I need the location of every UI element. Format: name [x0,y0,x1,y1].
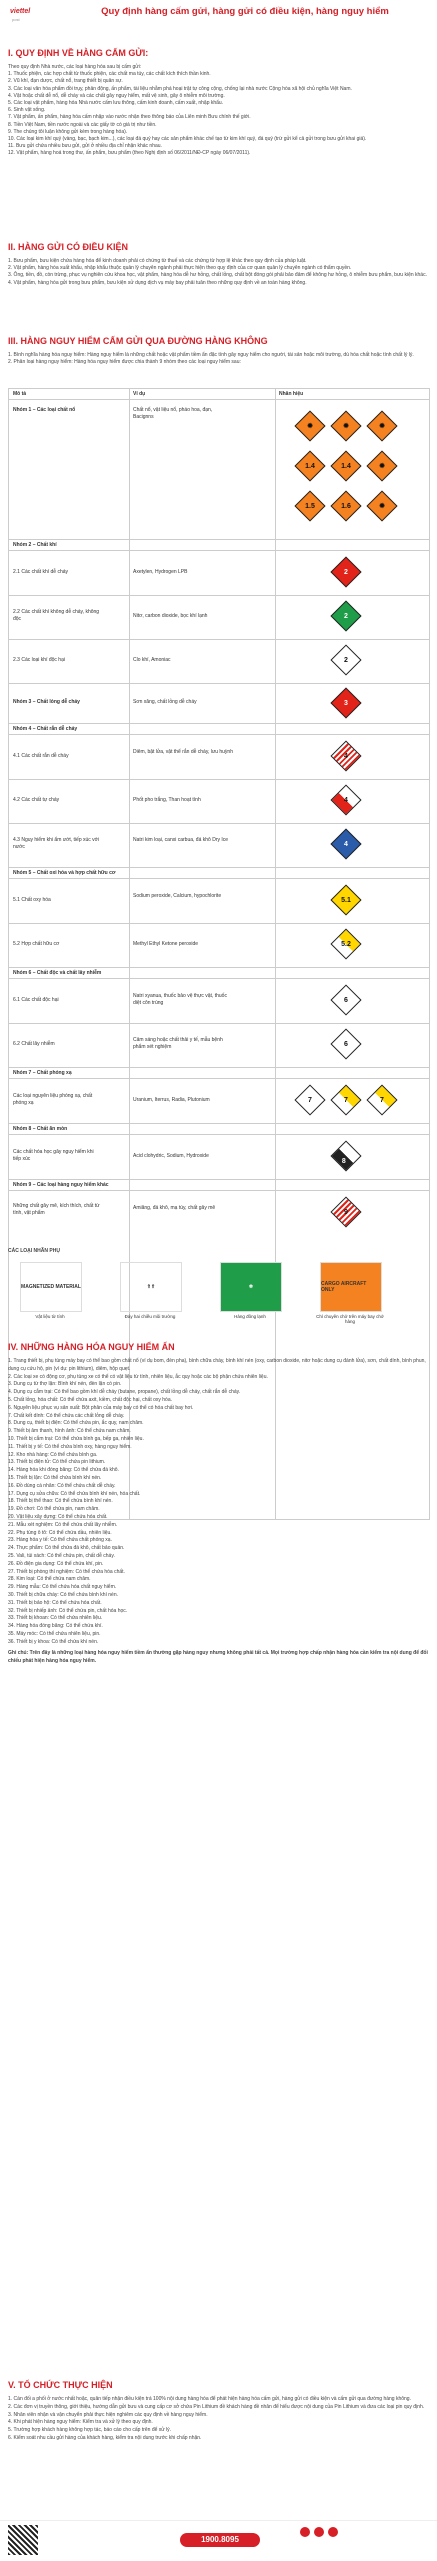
explosive-icon: ✹ [294,410,325,441]
flammable-solid-icon: 4 [330,740,361,771]
section-2-body: 1. Bưu phẩm, bưu kiện chứa hàng hóa để kinh doanh phải có chứng từ thuế và các chứng từ hợp lệ khác theo quy định của pháp luật. 2. Vật phẩm, hàng hóa xuất khẩu, nhập khẩu thuộc quản lý chuyên ngành phải thực hiện theo quy định của cơ quan quản lý chuyên ngành có thẩm quyền. 3. Ông, tiền, đồ, còn trừng, phục vụ nghiên cứu khoa học, vật phẩm, hàng hóa dễ hư hỏng, chất lỏng, chất bột đóng gói phải bảo đảm để không hư hỏng, ô nhiễm bưu phẩm, bưu kiện khác. 4. Vật phẩm, hàng hóa gửi trong bưu phẩm, bưu kiện sử dụng dịch vụ máy bay phải tuân theo những quy định về an toàn hàng không. [8,258,427,286]
radioactive-icon: 7 [294,1084,325,1115]
explosive-icon: ✹ [366,450,397,481]
group-title: Nhóm 4 – Chất rắn dễ cháy [9,723,429,735]
group-title: Nhóm 2 – Chất khí [9,539,429,551]
magnetized-label-icon: MAGNETIZED MATERIAL [20,1262,82,1312]
section-4-body: 1. Trang thiết bị, phụ tùng máy bay có thể bao gồm chất nổ (ví dụ bom, đèn pha), bình chữa cháy, bình khí nén (oxy, carbon dioxide, nitơ hoặc dung cụ đánh lửa), sơn, chất dính, bình phun, dung cụ cứu hộ, pin (ví dụ: pin lithium), diêm, hộp quẹt. 2. Các loại xe có động cơ, phụ tùng xe có thể có vật liệu từ tính, nhiên liệu, ắc quy hoặc các bộ phận chứa nhiên liệu. 3. Dung cụ từ thợ lặn: Bình khí nén, đèn lặn có pin. 4. Dụng cụ cắm trại: Có thể bao gồm khí dễ cháy (butane, propane), chất lỏng dễ cháy, chất rắn dễ cháy. 5. Chất lỏng, hóa chất: Có thể chứa axit, kiềm, chất độc hại, chất oxy hóa. 6. Nguyên liệu phục vụ sản xuất: Bột phân của máy bay có thể có hóa chất bay hơi. 7. Chất kết dính: Có thể chứa các chất lỏng dễ cháy. 8. Dung cụ, thiết bị điện: Có thể chứa pin, ắc quy, nam châm. 9. Thiết bị âm thanh, hình ảnh: Có thể chứa nam châm. 10. Thiết bị cắm trại: Có thể chứa bình ga, bếp ga, nhiên liệu. 11. Thiết bị y tế: Có thể chứa bình oxy, hàng nguy hiểm. 12. Kho nhà hàng: Có thể chứa bình ga. 13. Thiết bị điện tử: Có thể chứa pin lithium. 14. Hàng hóa khi đóng băng: Có thể chứa đá khô. 15. Thiết bị lặn: Có thể chứa bình khí nén. 16. Đồ dùng cá nhân: Có thể chứa chất dễ cháy. 17. Dụng cụ sửa chữa: Có thể chứa bình khí nén, hóa chất. 18. Thiết bị thể thao: Có thể chứa bình khí nén. 19. Đồ chơi: Có thể chứa pin, nam châm. 20. Vật liệu xây dựng: Có thể chứa hóa chất. 21. Mẫu xét nghiệm: Có thể chứa chất lây nhiễm. 22. Phụ tùng ô tô: Có thể chứa dầu, nhiên liệu. 23. Hàng hóa y tế: Có thể chứa chất phóng xạ. 24. Thực phẩm: Có thể chứa đá khô, chất bảo quản. 25. Vali, túi xách: Có thể chứa pin, chất dễ cháy. 26. Đồ điện gia dụng: Có thể chứa khí, pin. 27. Thiết bị phòng thí nghiệm: Có thể chứa hóa chất. 28. Kim loại: Có thể chứa nam châm. 29. Hàng mẫu: Có thể chứa hóa chất nguy hiểm. 30. Thiết bị chữa cháy: Có thể chứa bình khí nén. 31. Thiết bị bảo hộ: Có thể chứa hóa chất. 32. Thiết bị nhiếp ảnh: Có thể chứa pin, chất hóa học. 33. Thiết bị khoan: Có thể chứa nhiên liệu. 34. Hàng hóa đóng băng: Có thể chứa khí. 35. Máy móc: Có thể chứa nhiên liệu, pin. 36. Thiết bị y khoa: Có thể chứa khí nén. Ghi chú: Trên đây là những loại hàng hóa nguy hiểm tiềm ẩn thường gặp hàng nguy nhưng không phải tất cả. Mọi trường hợp chấp nhận hàng hóa cần kiểm tra nội dung để đối chiếu phát hiện hàng hóa nguy hiểm. [8,1358,428,1665]
explosive-icon: ✹ [366,410,397,441]
group-title: Nhóm 8 – Chất ăn mòn [9,1123,429,1135]
flammable-liquid-icon: 3 [330,687,361,718]
section-3-body: 1. Bình nghĩa hàng hóa nguy hiểm: Hàng nguy hiểm là những chất hoặc vật phẩm tiềm ẩn đặc tính gây nguy hiểm cho người, tài sản hoặc môi trường, dù hóa chất hoặc tính chất lý lý. 2. Phân loại hàng nguy hiểm: Hàng hóa nguy hiểm được chia thành 9 nhóm theo các loại nguy hiểm sau: [8,352,414,366]
pkg-caption: Chỉ chuyên chở trên máy bay chở hàng [316,1314,384,1324]
pkg-title: CÁC LOẠI NHÃN PHỤ [8,1248,60,1254]
group-title: Nhóm 5 – Chất oxi hóa và hợp chất hữu cơ [9,867,429,879]
table-row: Nhóm 1 – Các loại chất nổ Chất nổ, vật liệu nổ, pháo hoa, đạn, Bacignns ✹ ✹ ✹ 1.4 1.4 ✹ 1.5 1.6 ✹ [9,399,429,540]
cargo-aircraft-only-icon: CARGO AIRCRAFT ONLY [320,1262,382,1312]
explosive-label-icon: 1.4 [330,450,361,481]
facebook-icon[interactable] [300,2527,310,2537]
spontaneous-combustion-icon: 4 [330,784,361,815]
section-3-title: III. HÀNG NGUY HIỂM CẤM GỬI QUA ĐƯỜNG HÀNG KHÔNG [8,336,268,346]
page-title: Quy định hàng cấm gửi, hàng gửi có điều kiện, hàng nguy hiểm [101,6,389,17]
orientation-arrows-icon: ⇑⇑ [120,1262,182,1312]
hotline-button[interactable]: 1900.8095 [180,2533,260,2547]
hazard-table: Mô tả Ví dụ Nhãn hiệu Nhóm 1 – Các loại chất nổ Chất nổ, vật liệu nổ, pháo hoa, đạn, Bacignns ✹ ✹ ✹ 1.4 1.4 ✹ 1.5 1.6 ✹ Nhóm 2 – Chất khí 2.1 Các chất khí dễ cháy Axetylen, Hydrogen LPB 2 2.2 Các chất khí không dễ cháy, không độc Nitơ, carbon dioxide, bọc khí lạnh 2 2.3 Các loại khí độc hại Clo khí, Amoniac 2 Nhóm 3 – Chất lỏng dễ cháy Sơn xăng, chất lỏng dễ cháy 3 Nhóm 4 – Chất rắn dễ cháy 4.1 Các chất rắn dễ cháy Diêm, bật lửa, vật thể rắn dễ cháy, lưu huỳnh 4 4.2 Các chất tự cháy Phốt pho trắng, Than hoạt tính 4 4.3 Nguy hiểm khi ẩm ướt, tiếp xúc với nước Natri kim loại, canxi carbua, đá khô Dry Ice 4 Nhóm 5 – Chất oxi hóa và hợp chất hữu cơ 5.1 Chất oxy hóa Sodium peroxide, Calcium, hypochlorite 5.1 5.2 Hợp chất hữu cơ Methyl Ethyl Ketone peroxide 5.2 Nhóm 6 – Chất độc và chất lây nhiễm 6.1 Các chất độc hại Natri xyanua, thuốc bảo vệ thực vật, thuốc diệt côn trùng 6 6.2 Chất lây nhiễm Cảm sáng hoặc chất thải y tế, mẫu bệnh phẩm xét nghiệm 6 Nhóm 7 – Chất phóng xạ Các loại nguyên liệu phóng xạ, chất phóng xạ Uranium, Iterrus, Radia, Plutonium 7 7 7 Nhóm 8 – Chất ăn mòn Các chất hóa học gây nguy hiểm khi tiếp xúc Acid clohydric, Sodium, Hydroxide 8 Nhóm 9 – Các loại hàng nguy hiểm khác Những chất gây mê, kích thích, chất từ tính, vật phẩm Amiăng, đá khô, mạ túy, chất gây mê 9 [8,388,430,1520]
section-5-title: V. TỔ CHỨC THỰC HIỆN [8,2380,113,2390]
explosive-icon: ✹ [366,490,397,521]
qr-code-icon[interactable] [8,2525,38,2555]
section-1-body: Theo quy định Nhà nước, các loại hàng hóa sau bị cấm gửi: 1. Thuốc phiện, các hợp chất từ thuốc phiện, các chất ma túy, các chất kích thích thần kinh. 2. Vũ khí, đạn dược, chất nổ, trang thiết bị quân sự. 3. Các loại văn hóa phẩm đồi trụy, phản động, ấn phẩm, tài liệu nhằm phá hoại trật tự công cộng, chống lại nhà nước Cộng hòa xã hội chủ nghĩa Việt Nam. 4. Vật hoặc chất dễ nổ, dễ cháy và các chất gây nguy hiểm, mất vệ sinh, gây ô nhiễm môi trường. 5. Các loại vật phẩm, hàng hóa Nhà nước cấm lưu thông, cấm kinh doanh, cấm xuất, nhập khẩu. 6. Sinh vật sống. 7. Vật phẩm, ấn phẩm, hàng hóa cấm nhập vào nước nhận theo thông báo của Liên minh Bưu chính thế giới. 8. Tiền Việt Nam, tiền nước ngoài và các giấy tờ có giá trị như tiền. 9. The chúng tôi luận không gửi kèm trong hàng hóa). 10. Các loại kim khí quý (vàng, bạc, bạch kim...), các loại đá quý hay các sản phẩm khác chế tạo từ kim khí quý, đá quý (trừ gửi kể cả gửi trong bưu gửi khai giá). 11. Bưu gửi chứa nhiều bưu gửi, gửi ở nhiều địa chỉ nhận khác nhau. 12. Vật phẩm, hàng hoá trong thư, ấn phẩm, bưu phẩm (theo Nghị định số 06/2011/NĐ-CP ngày 06/07/2011). [8,64,367,157]
logo[interactable]: viettel [10,8,31,15]
cryogenic-icon: ❄ [220,1262,282,1312]
misc-hazard-icon: 9 [330,1196,361,1227]
table-header: Mô tả Ví dụ Nhãn hiệu [9,389,429,400]
footer [0,2520,437,2561]
radioactive-icon: 7 [330,1084,361,1115]
explosive-label-icon: 1.5 [294,490,325,521]
section-5-body: 1. Cán đối a phối ở nước nhất hoặc, quân tiếp nhận điều kiện trá 100% nội dung hàng hóa để phát hiện hàng hóa cấm gửi, hàng gửi có điều kiện và cấm gửi qua đường hàng không. 2. Các đơn vị truyền thông, giới thiệu, hướng dẫn gửi bưu và cung cấp cơ sở chứa Pin Lithium đề khách hàng đề nhân để hiểu được nội dung của Pin Lithium và đưa các loại pin quy định. 3. Nhân viên nhận và vận chuyển phải thực hiện nghiêm các quy định về hàng nguy hiểm. 4. Khi phát hiện hàng nguy hiểm: Kiểm tra và xử lý theo quy định. 5. Trường hợp khách hàng không hợp tác, báo cáo cho cấp trên để xử lý. 6. Kiểm soát nhu cầu gửi hàng của khách hàng, kiểm tra nội dung trước khi chấp nhận. [8,2396,425,2441]
corrosive-icon: 8 [330,1140,361,1171]
non-flammable-gas-icon: 2 [330,600,361,631]
toxic-icon: 6 [330,984,361,1015]
explosive-icon: ✹ [330,410,361,441]
explosive-label-icon: 1.6 [330,490,361,521]
pkg-caption: Hàng đông lạnh [234,1314,266,1319]
pkg-caption: Đáy hai chiều mũi trường [124,1314,176,1319]
section-1-title: I. QUY ĐỊNH VỀ HÀNG CẤM GỬI: [8,48,149,58]
toxic-gas-icon: 2 [330,644,361,675]
section-4-title: IV. NHỮNG HÀNG HÓA NGUY HIỂM ẨN [8,1342,175,1352]
flammable-gas-icon: 2 [330,556,361,587]
zalo-icon[interactable] [328,2527,338,2537]
dangerous-when-wet-icon: 4 [330,828,361,859]
radioactive-icon: 7 [366,1084,397,1115]
explosive-label-icon: 1.4 [294,450,325,481]
group-title: Nhóm 6 – Chất độc và chất lây nhiễm [9,967,429,979]
organic-peroxide-icon: 5.2 [330,928,361,959]
header [0,0,437,40]
youtube-icon[interactable] [314,2527,324,2537]
group-title: Nhóm 9 – Các loại hàng nguy hiểm khác [9,1179,429,1191]
group-title: Nhóm 7 – Chất phóng xạ [9,1067,429,1079]
logo-sub: post [12,17,20,22]
oxidizer-icon: 5.1 [330,884,361,915]
section-2-title: II. HÀNG GỬI CÓ ĐIỀU KIỆN [8,242,128,252]
infectious-icon: 6 [330,1028,361,1059]
pkg-caption: Vật liệu từ tính [35,1314,65,1319]
